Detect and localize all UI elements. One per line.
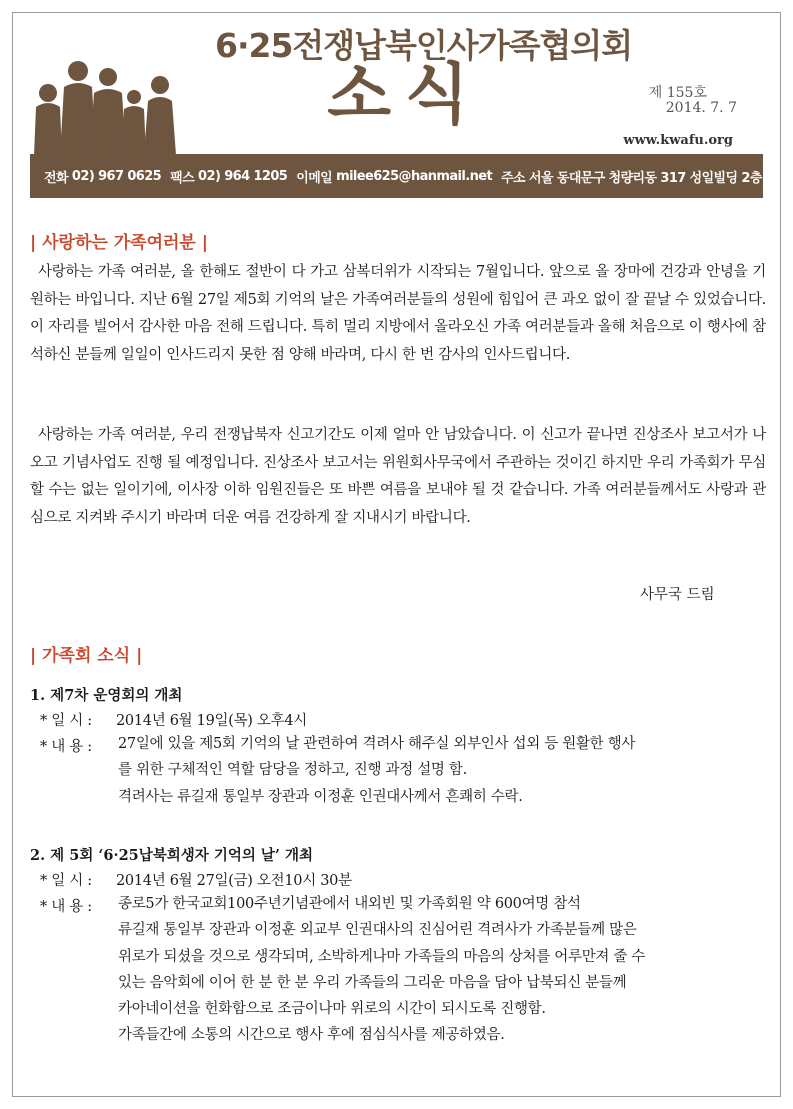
content-label: * 내 용 : [40,739,92,755]
phone-number: 02) 967 0625 [71,168,162,184]
news-heading: | 가족회 소식 | [30,646,143,666]
paragraph-text: 사랑하는 가족 여러분, 올 한해도 절반이 다 가고 삼복더위가 시작되는 7월입니다. 앞으로 올 장마에 건강과 안녕을 기원하는 바입니다. 지난 6월 27일 제5회 기억의 날은 가족여러분들의 성원에 힘입어 큰 과오 없이 잘 끝날 수 있었습니다. 이 자리를 빌어서 감사한 마음 전해 드립니다. 특히 멀리 지방에서 올라오신 가족 여러분들과 올해 처음으로 이 행사에 참석하신 분들께 일일이 인사드리지 못한 점 양해 바라며, 다시 한 번 감사의 인사드립니다. [30,264,766,363]
address-label: 주소 [501,170,526,186]
content-line: 있는 음악회에 이어 한 분 한 분 우리 가족들의 그리운 마음을 담아 납북되신 분들께 [118,974,627,991]
org-name: 6·25전쟁납북인사가족협의회 [215,26,633,65]
content-line: 가족들간에 소통의 시간으로 행사 후에 점심식사를 제공하였음. [118,1027,505,1044]
content-line: 위로가 되셨을 것으로 생각되며, 소박하게나마 가족들의 마음의 상처를 어루만져 줄 수 [118,948,646,965]
contact-info-bar [30,154,763,198]
content-line: 를 위한 구체적인 역할 담당을 정하고, 진행 과정 설명 함. [118,762,467,779]
news-item-date [40,869,352,890]
greeting-paragraph-2 [30,422,766,532]
email-address[interactable]: milee625@hanmail.net [336,168,493,184]
date-value: 2014년 6월 27일(금) 오전10시 30분 [116,873,352,889]
address: 서울 동대문구 청량리동 317 성일빌딩 2층 [529,170,762,186]
content-line: 격려사는 류길재 통일부 장관과 이정훈 인권대사께서 흔쾌히 수락. [118,788,523,805]
content-label: * 내 용 : [40,899,92,915]
news-item-content-label [40,895,116,916]
content-line: 류길재 통일부 장관과 이정훈 외교부 인권대사의 진심어린 격려사가 가족분들께 많은 [118,922,637,939]
news-item-title: 2. 제 5회 ‘6·25납북희생자 기억의 날’ 개최 [30,847,314,864]
news-item-content [118,731,763,810]
date-label: * 일 시 : [40,713,92,729]
content-line: 종로5가 한국교회100주년기념관에서 내외빈 및 가족회원 약 600여명 참석 [118,896,581,912]
website-link[interactable]: www.kwafu.org [623,133,733,148]
greeting-paragraph-1 [30,259,766,369]
family-silhouette-icon [30,55,180,155]
issue-number: 제 155호 [648,85,707,101]
date-label: * 일 시 : [40,873,92,889]
fax-label: 팩스 [170,170,195,186]
greeting-heading: | 사랑하는 가족여러분 | [30,233,208,253]
email-label: 이메일 [296,170,333,186]
news-item-content [118,891,763,1049]
fax-number: 02) 964 1205 [198,168,288,184]
paragraph-text: 사랑하는 가족 여러분, 우리 전쟁납북자 신고기간도 이제 얼마 안 남았습니다. 이 신고가 끝나면 진상조사 보고서가 나오고 기념사업도 진행 될 예정입니다. 진상조사 보고서는 위원회사무국에서 주관하는 것이긴 하지만 우리 가족회가 무심할 수는 없는 일이기에, 이사장 이하 임원진들은 또 바쁜 여름을 보내야 될 것 같습니다. 가족 여러분들께서도 사랑과 관심으로 지켜봐 주시기 바라며 더운 여름 건강하게 잘 지내시기 바랍니다. [30,427,766,526]
phone-label: 전화 [44,170,68,186]
signature: 사무국 드림 [640,587,715,603]
date-value: 2014년 6월 19일(목) 오후4시 [116,713,307,729]
news-item-content-label [40,735,116,756]
content-line: 카아네이션을 헌화함으로 조금이나마 위로의 시간이 되시도록 진행함. [118,1001,546,1018]
news-item-title: 1. 제7차 운영회의 개최 [30,687,183,704]
content-line: 27일에 있을 제5회 기억의 날 관련하여 격려사 해주실 외부인사 섭외 등 원활한 행사 [118,736,636,752]
news-item-date [40,709,307,730]
issue-date: 2014. 7. 7 [665,100,737,116]
masthead-title: 소식 [327,56,483,133]
